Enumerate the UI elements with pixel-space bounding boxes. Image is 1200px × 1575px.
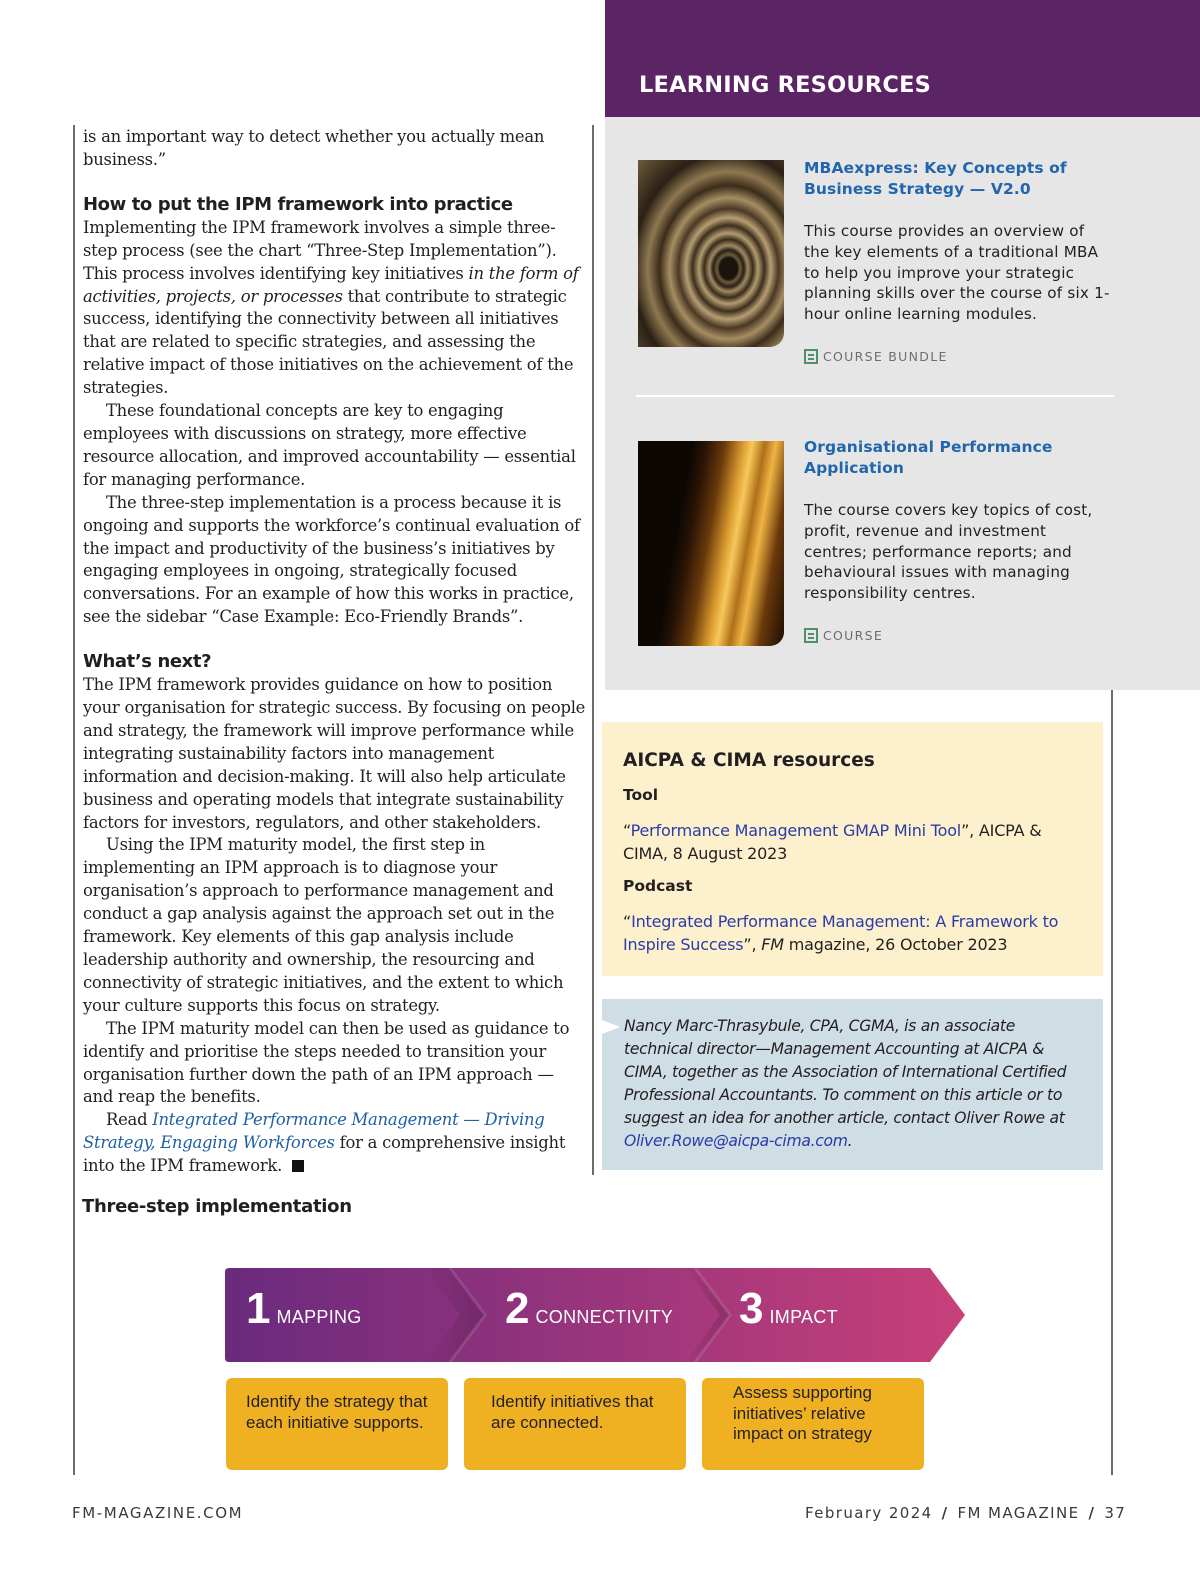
column-rule-middle [592,125,594,1175]
paragraph-1: Implementing the IPM framework involves a simple three-step process (see the chart “Three-Step Implementation”). This process involves identifying key initiatives in the form of activities, projects, or processes that contribute to strategic success, identifying the connectivity between all initiatives that are related to specific strategies, and assessing the relative impact of those initiatives on the achievement of the strategies. [83,217,579,398]
tool-resource: “Performance Management GMAP Mini Tool”, AICPA & CIMA, 8 August 2023 [623,821,1042,863]
paragraph-5: Using the IPM maturity model, the first step in implementing an IPM approach is to diagnose your organisation’s approach to performance management and conduct a gap analysis against the approach set out in the framework. Key elements of this gap analysis include leadership authority and ownership, the resourcing and connectivity of strategic initiatives, and the extent to which your culture supports this focus on strategy. [83,835,564,1015]
step-1-label: 1 MAPPING [246,1284,362,1333]
learning-resources-title: LEARNING RESOURCES [639,72,932,98]
footer-site[interactable]: FM-MAGAZINE.COM [72,1504,244,1522]
step-2-box: Identify initiatives that are connected. [464,1378,686,1470]
bio-pointer-icon [602,1020,620,1034]
footer-date: February 2024 [805,1504,933,1522]
step-3-label: 3 IMPACT [739,1284,838,1333]
heading-ipm-practice: How to put the IPM framework into practice [83,193,513,215]
gmap-tool-link[interactable]: Performance Management GMAP Mini Tool [630,821,962,840]
step-2-label: 2 CONNECTIVITY [505,1284,674,1333]
resource-tag-course-bundle: COURSE BUNDLE [804,349,948,364]
paragraph-2: These foundational concepts are key to engaging employees with discussions on strategy, more effective resource allocation, and improved accountability — essential for managing performance. [83,401,576,489]
podcast-label: Podcast [623,877,693,895]
paragraph-6: The IPM maturity model can then be used as guidance to identify and prioritise the steps needed to transition your organisation further down the path of an IPM approach — and reap the benefits. [83,1018,570,1107]
article-intro: is an important way to detect whether you actually mean business.” [83,127,545,169]
author-email-link[interactable]: Oliver.Rowe@aicpa-cima.com [624,1131,848,1150]
resource-description-mbaexpress: This course provides an overview of the key elements of a traditional MBA to help you improve your strategic planning skills over the course of six 1-hour online learning modules. [804,222,1110,324]
chart-title: Three-step implementation [82,1196,352,1217]
footer-magazine: FM MAGAZINE [957,1504,1080,1522]
step-1-box: Identify the strategy that each initiative supports. [226,1378,448,1470]
podcast-link[interactable]: Integrated Performance Management: A Framework to Inspire Success [623,912,1059,954]
resource-description-organisational-performance: The course covers key topics of cost, profit, revenue and investment centres; performance reports; and behavioural issues with managing responsibility centres. [804,501,1093,603]
building-facade-image[interactable] [638,441,784,646]
resource-title-mbaexpress[interactable]: MBAexpress: Key Concepts of Business Strategy — V2.0 [804,159,1067,198]
ipm-report-link[interactable]: Integrated Performance Management — Driving Strategy, Engaging Workforces [83,1110,545,1153]
author-bio-text: Nancy Marc-Thrasybule, CPA, CGMA, is an associate technical director—Management Accounting at AICPA & CIMA, together as the Association of International Certified Professional Accountants. To comment on this article or to suggest an idea for another article, contact Oliver Rowe at Oliver.Rowe@aicpa-cima.com. [624,1017,1067,1150]
paragraph-7: Read Integrated Performance Management — Driving Strategy, Engaging Workforces for a comprehensive insight into the IPM framework. [83,1110,566,1176]
resource-title-organisational-performance[interactable]: Organisational Performance Application [804,438,1053,477]
resource-tag-course: COURSE [804,628,883,643]
end-mark [292,1160,304,1172]
column-rule-left [73,125,75,1475]
page-number: 37 [1104,1504,1127,1522]
podcast-resource: “Integrated Performance Management: A Framework to Inspire Success”, FM magazine, 26 October 2023 [623,912,1059,954]
course-icon [804,628,818,643]
paragraph-4: The IPM framework provides guidance on how to position your organisation for strategic success. By focusing on people and strategy, the framework will improve performance while integrating sustainability factors into management information and decision-making. It will also help articulate business and operating models that integrate sustainability factors for investors, regulators, and other stakeholders. [83,675,586,832]
step-3-box: Assess supporting initiatives’ relative impact on strategy [702,1378,924,1470]
footer-issue: February 2024 / FM MAGAZINE / 37 [805,1504,1127,1522]
heading-whats-next: What’s next? [83,651,212,673]
course-icon [804,349,818,364]
spiral-staircase-image[interactable] [638,160,784,347]
learning-resources-header [605,0,1200,117]
aicpa-resources-title: AICPA & CIMA resources [623,750,875,771]
column-rule-right [1111,690,1113,1475]
article-body [83,126,586,1178]
paragraph-3: The three-step implementation is a process because it is ongoing and supports the workforce’s continual evaluation of the impact and productivity of the business’s initiatives by engaging employees in ongoing, strategically focused conversations. For an example of how this works in practice, see the sidebar “Case Example: Eco-Friendly Brands”. [83,492,580,627]
tool-label: Tool [623,786,659,804]
resource-divider [636,395,1114,397]
